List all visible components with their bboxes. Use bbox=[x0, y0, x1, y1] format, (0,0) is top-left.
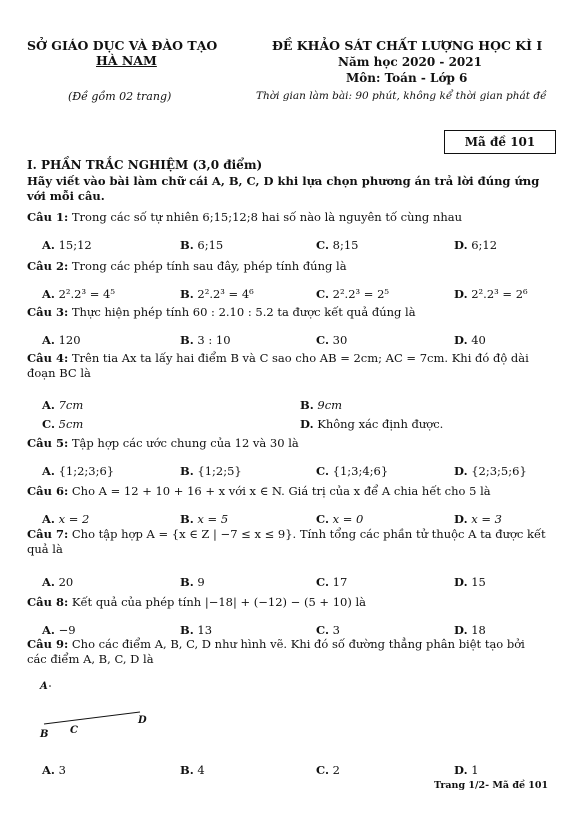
q2-option-a: A. 2².2³ = 4⁵ bbox=[42, 287, 115, 301]
question-label: Câu 5: bbox=[27, 436, 69, 450]
q4-option-d: D. Không xác định được. bbox=[300, 417, 444, 431]
question-2 bbox=[27, 259, 547, 274]
q6-option-a: A. x = 2 bbox=[42, 512, 90, 526]
question-3 bbox=[27, 305, 547, 320]
q4-option-a: A. 7cm bbox=[42, 398, 84, 412]
question-label: Câu 6: bbox=[27, 484, 69, 498]
question-label: Câu 1: bbox=[27, 210, 69, 224]
exam-title: ĐỀ KHẢO SÁT CHẤT LƯỢNG HỌC KÌ I bbox=[272, 38, 543, 53]
section-title: I. PHẦN TRẮC NGHIỆM (3,0 điểm) bbox=[27, 158, 263, 172]
department-province: HÀ NAM bbox=[96, 53, 157, 68]
q9-option-b: B. 4 bbox=[180, 763, 205, 777]
q8-option-a: A. −9 bbox=[42, 623, 76, 637]
q5-option-b: B. {1;2;5} bbox=[180, 464, 242, 478]
question-label: Câu 9: bbox=[27, 637, 69, 651]
q1-option-b: B. 6;15 bbox=[180, 238, 224, 252]
section-instruction: Hãy viết vào bài làm chữ cái A, B, C, D khi lựa chọn phương án trả lời đúng ứng với mỗi câu. bbox=[27, 174, 540, 203]
q9-option-c: C. 2 bbox=[316, 763, 340, 777]
question-text: Cho tập hợp A = {x ∈ Z | −7 ≤ x ≤ 9}. Tính tổng các phần tử thuộc A ta được kết quả là bbox=[27, 527, 546, 556]
question-label: Câu 3: bbox=[27, 305, 69, 319]
question-text: Kết quả của phép tính |−18| + (−12) − (5 + 10) là bbox=[71, 595, 367, 609]
question-label: Câu 8: bbox=[27, 595, 69, 609]
question-text: Trong các phép tính sau đây, phép tính đúng là bbox=[71, 259, 347, 273]
q2-option-d: D. 2².2³ = 2⁶ bbox=[454, 287, 528, 301]
question-label: Câu 4: bbox=[27, 351, 69, 365]
point-d-label: D bbox=[138, 715, 147, 726]
question-label: Câu 7: bbox=[27, 527, 69, 541]
q4-option-b: B. 9cm bbox=[300, 398, 343, 412]
q1-option-c: C. 8;15 bbox=[316, 238, 359, 252]
question-9 bbox=[27, 637, 547, 667]
q3-option-b: B. 3 : 10 bbox=[180, 333, 231, 347]
points-figure bbox=[30, 678, 160, 748]
question-8 bbox=[27, 595, 547, 610]
time-note: Thời gian làm bài: 90 phút, không kể thời gian phát đề bbox=[256, 90, 547, 102]
q6-option-b: B. x = 5 bbox=[180, 512, 229, 526]
exam-code-box bbox=[444, 130, 556, 154]
department-name: SỞ GIÁO DỤC VÀ ĐÀO TẠO bbox=[27, 38, 218, 53]
q7-option-c: C. 17 bbox=[316, 575, 348, 589]
question-5 bbox=[27, 436, 547, 451]
q5-option-d: D. {2;3;5;6} bbox=[454, 464, 527, 478]
q7-option-d: D. 15 bbox=[454, 575, 486, 589]
q2-option-b: B. 2².2³ = 4⁶ bbox=[180, 287, 254, 301]
question-label: Câu 2: bbox=[27, 259, 69, 273]
q3-option-d: D. 40 bbox=[454, 333, 486, 347]
q6-option-c: C. x = 0 bbox=[316, 512, 364, 526]
q7-option-a: A. 20 bbox=[42, 575, 74, 589]
point-b-label: B bbox=[40, 729, 49, 740]
q7-option-b: B. 9 bbox=[180, 575, 205, 589]
question-text: Trên tia Ax ta lấy hai điểm B và C sao cho AB = 2cm; AC = 7cm. Khi đó độ dài đoạn BC là bbox=[27, 351, 529, 380]
line-bcd bbox=[44, 712, 140, 724]
school-year: Năm học 2020 - 2021 bbox=[338, 55, 482, 69]
q5-option-a: A. {1;2;3;6} bbox=[42, 464, 115, 478]
q1-option-d: D. 6;12 bbox=[454, 238, 498, 252]
q6-option-d: D. x = 3 bbox=[454, 512, 502, 526]
question-1 bbox=[27, 210, 547, 225]
q1-option-a: A. 15;12 bbox=[42, 238, 92, 252]
point-a-label: A bbox=[40, 681, 48, 692]
q8-option-d: D. 18 bbox=[454, 623, 486, 637]
q8-option-c: C. 3 bbox=[316, 623, 340, 637]
q4-option-c: C. 5cm bbox=[42, 417, 84, 431]
question-7 bbox=[27, 527, 547, 557]
q9-option-d: D. 1 bbox=[454, 763, 479, 777]
subject: Môn: Toán - Lớp 6 bbox=[346, 71, 468, 85]
page-footer: Trang 1/2- Mã đề 101 bbox=[434, 780, 549, 791]
question-text: Thực hiện phép tính 60 : 2.10 : 5.2 ta được kết quả đúng là bbox=[71, 305, 416, 319]
point-c-label: C bbox=[70, 725, 78, 736]
question-text: Tập hợp các ước chung của 12 và 30 là bbox=[71, 436, 299, 450]
point-a-marker bbox=[49, 685, 51, 687]
question-4 bbox=[27, 351, 547, 381]
question-text: Cho các điểm A, B, C, D như hình vẽ. Khi đó số đường thẳng phân biệt tạo bởi các điểm A, B, C, D là bbox=[27, 637, 525, 666]
question-6 bbox=[27, 484, 547, 499]
q5-option-c: C. {1;3;4;6} bbox=[316, 464, 389, 478]
q2-option-c: C. 2².2³ = 2⁵ bbox=[316, 287, 390, 301]
q8-option-b: B. 13 bbox=[180, 623, 213, 637]
question-text: Cho A = 12 + 10 + 16 + x với x ∈ N. Giá trị của x để A chia hết cho 5 là bbox=[71, 484, 491, 498]
question-text: Trong các số tự nhiên 6;15;12;8 hai số nào là nguyên tố cùng nhau bbox=[71, 210, 463, 224]
q3-option-c: C. 30 bbox=[316, 333, 348, 347]
pages-note: (Đề gồm 02 trang) bbox=[68, 90, 172, 103]
q9-option-a: A. 3 bbox=[42, 763, 66, 777]
exam-code: Mã đề 101 bbox=[464, 135, 536, 149]
q3-option-a: A. 120 bbox=[42, 333, 81, 347]
